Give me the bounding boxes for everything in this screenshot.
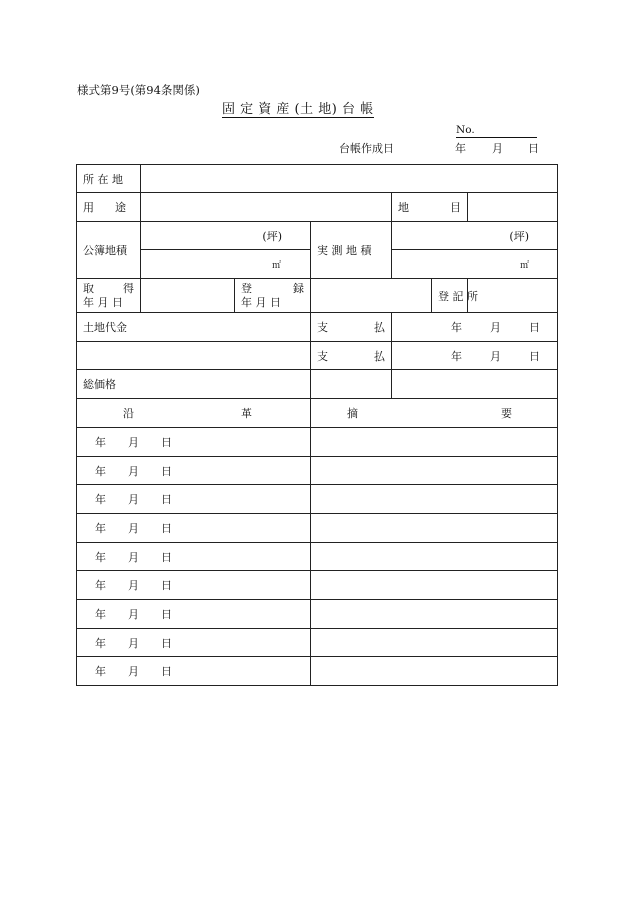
history-row — [77, 629, 558, 657]
registered-date-field[interactable] — [311, 279, 432, 313]
ledger-number-field[interactable]: No. — [456, 124, 537, 138]
created-day: 日 — [528, 142, 539, 155]
history-date[interactable]: 年 月 日 — [77, 600, 311, 629]
location-row — [77, 165, 558, 193]
history-date[interactable]: 年 月 日 — [77, 543, 311, 571]
document-title: 固 定 資 産 (土 地) 台 帳 — [222, 102, 374, 117]
total-price-note[interactable] — [392, 370, 558, 399]
usage-field[interactable] — [141, 193, 392, 222]
history-row — [77, 543, 558, 571]
history-row — [77, 600, 558, 629]
history-row — [77, 657, 558, 686]
history-date[interactable]: 年 月 日 — [77, 571, 311, 600]
register-area-tsubo[interactable]: (坪) — [141, 222, 311, 250]
history-remarks[interactable] — [311, 629, 558, 657]
history-header: 沿 革 — [77, 399, 311, 428]
history-row — [77, 485, 558, 514]
registry-office-field[interactable] — [468, 279, 558, 313]
dates-row — [77, 279, 558, 313]
land-price-label: 土地代金 — [77, 313, 311, 342]
history-date[interactable]: 年 月 日 — [77, 657, 311, 686]
total-price-field[interactable] — [311, 370, 392, 399]
actual-area-tsubo[interactable]: (坪) — [392, 222, 558, 250]
history-header-row — [77, 399, 558, 428]
usage-row — [77, 193, 558, 222]
history-remarks[interactable] — [311, 600, 558, 629]
registry-office-label: 登 記 所 — [432, 279, 468, 313]
history-row — [77, 428, 558, 457]
payment-date-1[interactable]: 年 月 日 — [392, 313, 558, 342]
acquired-date-label: 取 得 年 月 日 — [77, 279, 141, 313]
history-remarks[interactable] — [311, 428, 558, 457]
location-label: 所 在 地 — [77, 165, 141, 193]
history-date[interactable]: 年 月 日 — [77, 485, 311, 514]
history-remarks[interactable] — [311, 514, 558, 543]
payment-label-2: 支 払 — [311, 342, 392, 370]
actual-area-sqm[interactable]: ㎡ — [392, 250, 558, 279]
history-remarks[interactable] — [311, 457, 558, 485]
history-date[interactable]: 年 月 日 — [77, 629, 311, 657]
location-field[interactable] — [141, 165, 558, 193]
acquired-date-field[interactable] — [141, 279, 235, 313]
created-month: 月 — [492, 142, 503, 155]
history-date[interactable]: 年 月 日 — [77, 457, 311, 485]
ledger-table — [76, 164, 558, 686]
history-remarks[interactable] — [311, 571, 558, 600]
created-year: 年 — [455, 142, 466, 155]
usage-label: 用 途 — [77, 193, 141, 222]
land-category-label: 地 目 — [392, 193, 468, 222]
area-row-top — [77, 222, 558, 250]
history-remarks[interactable] — [311, 543, 558, 571]
land-price-field[interactable] — [77, 342, 311, 370]
actual-area-label: 実 測 地 積 — [311, 222, 392, 279]
history-date[interactable]: 年 月 日 — [77, 514, 311, 543]
total-row — [77, 370, 558, 399]
total-price-label: 総価格 — [77, 370, 311, 399]
history-row — [77, 571, 558, 600]
remarks-header: 摘 要 — [311, 399, 558, 428]
history-remarks[interactable] — [311, 485, 558, 514]
payment-row-2 — [77, 342, 558, 370]
register-area-sqm[interactable]: ㎡ — [141, 250, 311, 279]
form-number: 様式第9号(第94条関係) — [77, 83, 200, 97]
history-remarks[interactable] — [311, 657, 558, 686]
history-row — [77, 514, 558, 543]
history-row — [77, 457, 558, 485]
land-category-field[interactable] — [468, 193, 558, 222]
created-date-label: 台帳作成日 — [339, 142, 394, 155]
registered-date-label: 登 録 年 月 日 — [235, 279, 311, 313]
history-date[interactable]: 年 月 日 — [77, 428, 311, 457]
register-area-label: 公簿地積 — [77, 222, 141, 279]
payment-row-1 — [77, 313, 558, 342]
payment-label-1: 支 払 — [311, 313, 392, 342]
payment-date-2[interactable]: 年 月 日 — [392, 342, 558, 370]
